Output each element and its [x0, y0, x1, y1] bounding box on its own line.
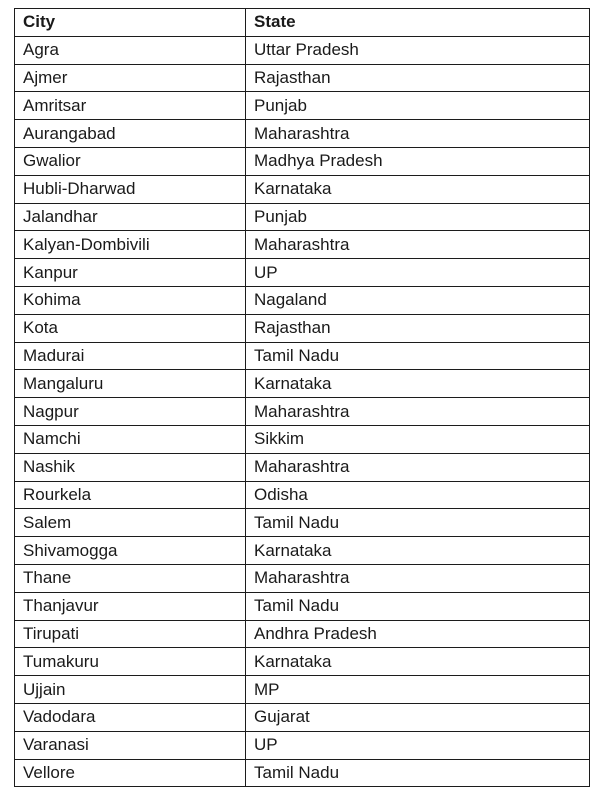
- state-cell: Rajasthan: [246, 64, 590, 92]
- state-cell: UP: [246, 731, 590, 759]
- state-cell: Tamil Nadu: [246, 342, 590, 370]
- table-row: [15, 425, 590, 453]
- table-row: [15, 92, 590, 120]
- state-cell: Odisha: [246, 481, 590, 509]
- state-cell: Karnataka: [246, 175, 590, 203]
- table-row: [15, 64, 590, 92]
- city-cell: Hubli-Dharwad: [15, 175, 246, 203]
- city-cell: Thanjavur: [15, 592, 246, 620]
- table-row: [15, 342, 590, 370]
- table-row: [15, 36, 590, 64]
- city-cell: Shivamogga: [15, 537, 246, 565]
- city-cell: Gwalior: [15, 147, 246, 175]
- table-row: [15, 175, 590, 203]
- state-cell: Sikkim: [246, 425, 590, 453]
- state-cell: Madhya Pradesh: [246, 147, 590, 175]
- table-row: [15, 648, 590, 676]
- table-header: [15, 9, 590, 37]
- city-state-table: [14, 8, 590, 787]
- city-cell: Nashik: [15, 453, 246, 481]
- state-cell: Maharashtra: [246, 398, 590, 426]
- city-cell: Kalyan-Dombivili: [15, 231, 246, 259]
- table-row: [15, 231, 590, 259]
- city-cell: Amritsar: [15, 92, 246, 120]
- city-cell: Tumakuru: [15, 648, 246, 676]
- table-row: [15, 370, 590, 398]
- city-cell: Aurangabad: [15, 120, 246, 148]
- table-row: [15, 314, 590, 342]
- city-cell: Varanasi: [15, 731, 246, 759]
- state-cell: Andhra Pradesh: [246, 620, 590, 648]
- table-row: [15, 147, 590, 175]
- city-cell: Jalandhar: [15, 203, 246, 231]
- state-cell: Tamil Nadu: [246, 592, 590, 620]
- header-row: [15, 9, 590, 37]
- table-row: [15, 592, 590, 620]
- table-row: [15, 481, 590, 509]
- state-cell: Nagaland: [246, 286, 590, 314]
- state-cell: Maharashtra: [246, 120, 590, 148]
- city-cell: Namchi: [15, 425, 246, 453]
- table-row: [15, 676, 590, 704]
- city-cell: Ajmer: [15, 64, 246, 92]
- city-cell: Nagpur: [15, 398, 246, 426]
- city-cell: Kota: [15, 314, 246, 342]
- state-cell: Maharashtra: [246, 564, 590, 592]
- state-cell: Karnataka: [246, 370, 590, 398]
- city-cell: Tirupati: [15, 620, 246, 648]
- table-row: [15, 259, 590, 287]
- table-row: [15, 564, 590, 592]
- city-cell: Mangaluru: [15, 370, 246, 398]
- table-row: [15, 203, 590, 231]
- city-cell: Agra: [15, 36, 246, 64]
- header-city: City: [15, 9, 246, 37]
- table-row: [15, 759, 590, 787]
- table-row: [15, 731, 590, 759]
- city-cell: Vellore: [15, 759, 246, 787]
- state-cell: UP: [246, 259, 590, 287]
- state-cell: Karnataka: [246, 648, 590, 676]
- city-cell: Ujjain: [15, 676, 246, 704]
- table-row: [15, 703, 590, 731]
- state-cell: MP: [246, 676, 590, 704]
- state-cell: Punjab: [246, 203, 590, 231]
- table-row: [15, 537, 590, 565]
- city-cell: Kanpur: [15, 259, 246, 287]
- state-cell: Karnataka: [246, 537, 590, 565]
- city-cell: Kohima: [15, 286, 246, 314]
- state-cell: Gujarat: [246, 703, 590, 731]
- city-cell: Madurai: [15, 342, 246, 370]
- state-cell: Maharashtra: [246, 231, 590, 259]
- table-row: [15, 120, 590, 148]
- state-cell: Uttar Pradesh: [246, 36, 590, 64]
- table-row: [15, 286, 590, 314]
- city-cell: Salem: [15, 509, 246, 537]
- state-cell: Tamil Nadu: [246, 759, 590, 787]
- state-cell: Punjab: [246, 92, 590, 120]
- table-row: [15, 620, 590, 648]
- state-cell: Tamil Nadu: [246, 509, 590, 537]
- table-body: [15, 36, 590, 787]
- table-row: [15, 398, 590, 426]
- header-state: State: [246, 9, 590, 37]
- city-cell: Thane: [15, 564, 246, 592]
- table-row: [15, 453, 590, 481]
- state-cell: Rajasthan: [246, 314, 590, 342]
- city-cell: Rourkela: [15, 481, 246, 509]
- state-cell: Maharashtra: [246, 453, 590, 481]
- table-row: [15, 509, 590, 537]
- city-cell: Vadodara: [15, 703, 246, 731]
